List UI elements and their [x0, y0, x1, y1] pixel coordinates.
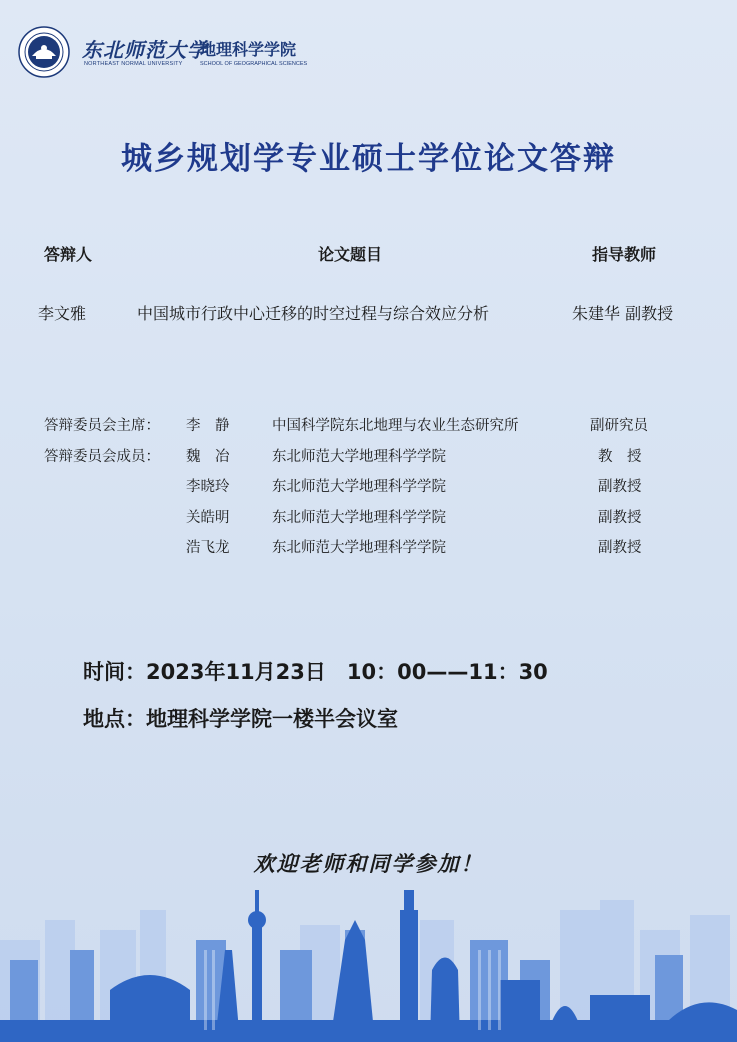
committee-name: 李 静: [186, 418, 230, 434]
welcome-message: 欢迎老师和同学参加！: [253, 851, 484, 876]
committee-title: 副教授: [598, 540, 642, 556]
committee-title: 副教授: [598, 479, 642, 495]
header-defender: 答辩人: [44, 245, 93, 264]
committee-org: 东北师范大学地理科学学院: [272, 540, 446, 556]
committee-org: 中国科学院东北地理与农业生态研究所: [272, 418, 519, 434]
committee-org: 东北师范大学地理科学学院: [272, 510, 446, 526]
page-title: 城乡规划学专业硕士学位论文答辩: [121, 141, 616, 177]
defense-location: 地点：地理科学学院一楼半会议室: [83, 707, 398, 731]
committee-name: 李晓玲: [186, 479, 230, 495]
committee-title: 副研究员: [590, 418, 648, 434]
university-seal-logo: [18, 26, 70, 78]
committee-chair-label: 答辩委员会主席：: [44, 418, 160, 434]
header-thesis-title: 论文题目: [318, 245, 383, 264]
university-name-en: NORTHEAST NORMAL UNIVERSITY: [84, 61, 183, 67]
committee-title: 教 授: [598, 449, 642, 465]
committee-title: 副教授: [598, 510, 642, 526]
committee-member-label: 答辩委员会成员：: [44, 449, 160, 465]
header-advisor: 指导教师: [592, 245, 657, 264]
school-name-cn: 地理科学学院: [200, 40, 297, 59]
defender-name: 李文雅: [38, 304, 87, 323]
city-skyline-illustration: [0, 880, 737, 1042]
committee-name: 浩飞龙: [186, 540, 230, 556]
committee-org: 东北师范大学地理科学学院: [272, 479, 446, 495]
university-name-cn: 东北师范大学: [82, 38, 208, 62]
school-name-en: SCHOOL OF GEOGRAPHICAL SCIENCES: [200, 61, 308, 67]
committee-name: 关皓明: [186, 510, 230, 526]
committee-name: 魏 冶: [186, 449, 230, 465]
thesis-title: 中国城市行政中心迁移的时空过程与综合效应分析: [137, 304, 490, 323]
advisor-name: 朱建华 副教授: [572, 304, 674, 323]
defense-time: 时间：2023年11月23日 10：00——11：30: [83, 660, 548, 684]
committee-org: 东北师范大学地理科学学院: [272, 449, 446, 465]
